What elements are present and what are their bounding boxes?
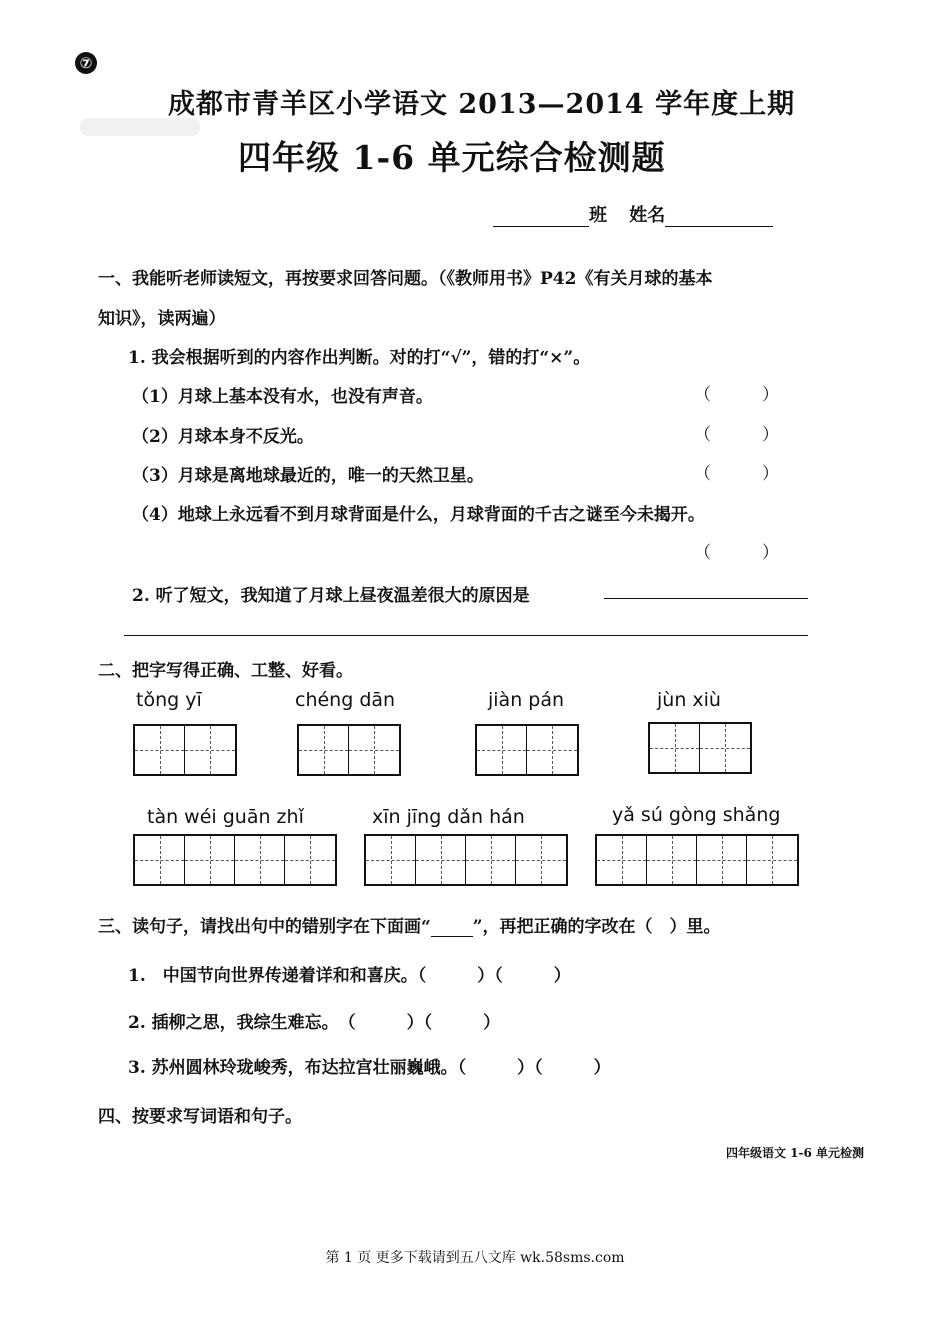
section1-heading-line1: 一、我能听老师读短文，再按要求回答问题。（《教师用书》P42《有关月球的基本	[98, 269, 713, 289]
pinyin-junxiu: jùn xiù	[657, 689, 721, 711]
correction-item-1[interactable]: 1. 中国节向世界传递着详和和喜庆。（ ）（ ）	[128, 966, 571, 986]
title-line-2: 四年级 1-6 单元综合检测题	[238, 138, 666, 177]
grid-cell[interactable]	[747, 836, 797, 884]
grid-cell[interactable]	[477, 726, 527, 774]
writing-grid-junxiu[interactable]	[648, 722, 752, 774]
grid-cell[interactable]	[235, 836, 285, 884]
judge-item-3: （3）月球是离地球最近的，唯一的天然卫星。	[132, 466, 484, 486]
grid-cell[interactable]	[185, 726, 235, 774]
judge-item-4: （4）地球上永远看不到月球背面是什么，月球背面的千古之谜至今未揭开。	[132, 505, 705, 525]
grid-cell[interactable]	[527, 726, 577, 774]
writing-grid-tanweiguanzhi[interactable]	[133, 834, 337, 886]
judge-answer-4[interactable]: （ ）	[694, 543, 779, 563]
section2-heading: 二、把字写得正确、工整、好看。	[98, 661, 353, 681]
name-label: 姓名	[629, 205, 666, 226]
section1-heading-line2: 知识》，读两遍）	[98, 309, 226, 329]
grid-cell[interactable]	[285, 836, 335, 884]
writing-grid-xinjingdanhan[interactable]	[364, 834, 568, 886]
class-label: 班	[589, 205, 607, 226]
correction-item-2[interactable]: 2. 插柳之思，我综生难忘。 （ ）（ ）	[128, 1013, 501, 1033]
underline-sample	[431, 920, 473, 937]
judge-answer-2[interactable]: （ ）	[694, 425, 779, 445]
judge-answer-1[interactable]: （ ）	[694, 385, 779, 405]
pinyin-tongyi: tǒng yī	[136, 689, 202, 711]
grid-cell[interactable]	[416, 836, 466, 884]
section1-q2: 2. 听了短文，我知道了月球上昼夜温差很大的原因是	[132, 586, 530, 606]
correction-item-3[interactable]: 3. 苏州圆林玲珑峻秀，布达拉宫壮丽巍峨。（ ）（ ）	[128, 1058, 611, 1078]
pinyin-tanweiguanzhi: tàn wéi guān zhǐ	[147, 806, 304, 828]
grid-cell[interactable]	[516, 836, 566, 884]
grid-cell[interactable]	[466, 836, 516, 884]
pinyin-xinjingdanhan: xīn jīng dǎn hán	[372, 806, 525, 828]
q2-answer-line-2[interactable]	[124, 635, 808, 636]
grid-cell[interactable]	[135, 836, 185, 884]
section3-heading-post: ”，再把正确的字改在（ ）里。	[472, 917, 721, 937]
grid-cell[interactable]	[700, 724, 750, 772]
section3-heading-pre: 三、读句子，请找出句中的错别字在下面画“	[98, 917, 431, 937]
pinyin-chengdan: chéng dān	[295, 689, 396, 711]
footer-page-note: 第 1 页 更多下载请到五八文库 wk.58sms.com	[325, 1250, 625, 1266]
grid-cell[interactable]	[650, 724, 700, 772]
name-blank[interactable]	[665, 208, 773, 227]
section1-q1-instruction: 1. 我会根据听到的内容作出判断。对的打“√”，错的打“×”。	[128, 348, 591, 368]
q2-answer-line-1[interactable]	[604, 598, 808, 599]
section4-heading: 四、按要求写词语和句子。	[98, 1107, 302, 1127]
section3-heading	[98, 912, 721, 937]
grid-cell[interactable]	[597, 836, 647, 884]
grid-cell[interactable]	[299, 726, 349, 774]
grid-cell[interactable]	[135, 726, 185, 774]
writing-grid-yasugongshang[interactable]	[595, 834, 799, 886]
title-line-1: 成都市青羊区小学语文 2013—2014 学年度上期	[168, 89, 796, 120]
writing-grid-tongyi[interactable]	[133, 724, 237, 776]
judge-item-2: （2）月球本身不反光。	[132, 427, 314, 447]
grid-cell[interactable]	[366, 836, 416, 884]
pinyin-jianpan: jiàn pán	[488, 689, 565, 711]
class-name-row	[493, 201, 773, 227]
class-blank[interactable]	[493, 208, 589, 227]
grid-cell[interactable]	[185, 836, 235, 884]
grid-cell[interactable]	[697, 836, 747, 884]
writing-grid-jianpan[interactable]	[475, 724, 579, 776]
grid-cell[interactable]	[647, 836, 697, 884]
judge-item-1: （1）月球上基本没有水，也没有声音。	[132, 387, 433, 407]
grid-cell[interactable]	[349, 726, 399, 774]
footer-subject-note: 四年级语文 1-6 单元检测	[726, 1146, 865, 1160]
paper-number-badge: ⑦	[75, 52, 97, 74]
pinyin-yasugongshang: yǎ sú gòng shǎng	[612, 804, 781, 826]
writing-grid-chengdan[interactable]	[297, 724, 401, 776]
judge-answer-3[interactable]: （ ）	[694, 464, 779, 484]
